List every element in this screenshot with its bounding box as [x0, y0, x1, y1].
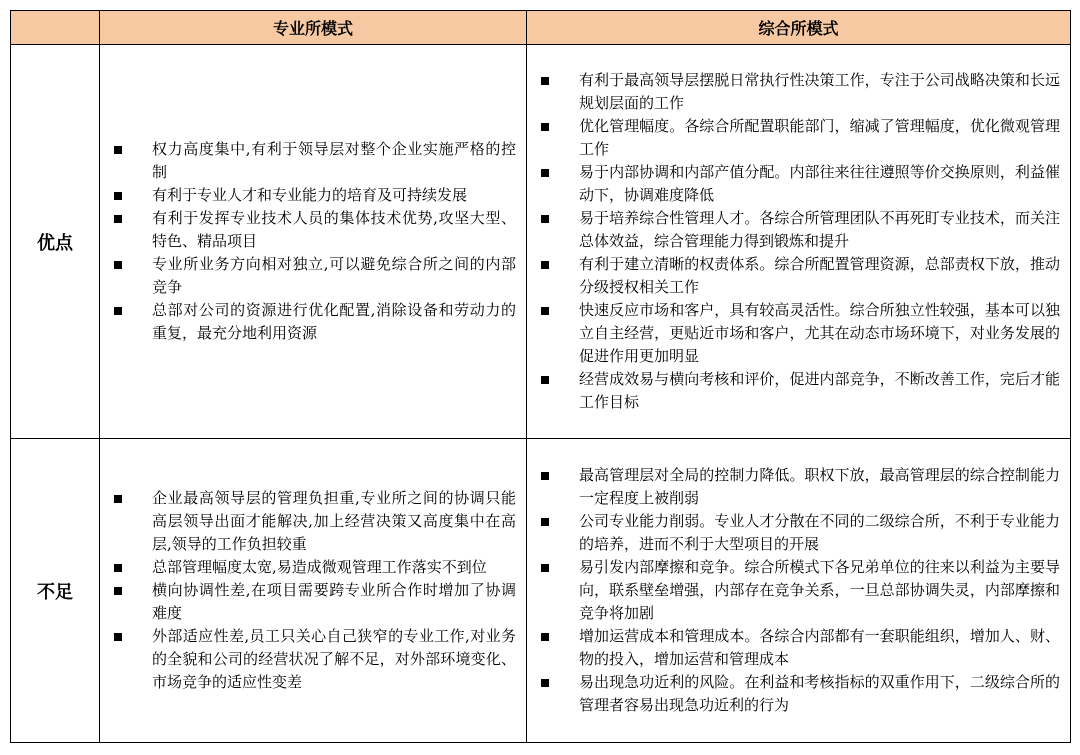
square-bullet-icon	[114, 564, 122, 572]
square-bullet-icon	[541, 77, 549, 85]
list-item: 快速反应市场和客户，具有较高灵活性。综合所独立性较强，基本可以独立自主经营，更贴近市场和客户，尤其在动态市场环境下，对业务发展的促进作用更加明显	[537, 299, 1060, 368]
list-item: 权力高度集中,有利于领导层对整个企业实施严格的控制	[110, 138, 516, 184]
square-bullet-icon	[541, 633, 549, 641]
header-corner-cell	[11, 11, 100, 45]
square-bullet-icon	[541, 472, 549, 480]
list-item: 易于培养综合性管理人才。各综合所管理团队不再死盯专业技术，而关注总体效益，综合管理能力得到锻炼和提升	[537, 207, 1060, 253]
row-advantages	[11, 45, 1071, 439]
square-bullet-icon	[541, 169, 549, 177]
square-bullet-icon	[541, 261, 549, 269]
disadvantages-comprehensive-list	[527, 464, 1070, 717]
square-bullet-icon	[114, 261, 122, 269]
list-item: 易出现急功近利的风险。在利益和考核指标的双重作用下，二级综合所的管理者容易出现急功近利的行为	[537, 671, 1060, 717]
row-label-advantages: 优点	[11, 45, 100, 439]
row-label-disadvantages: 不足	[11, 439, 100, 743]
advantages-comprehensive-list	[527, 69, 1070, 414]
list-item: 易引发内部摩擦和竞争。综合所模式下各兄弟单位的往来以利益为主要导向，联系壁垒增强，内部存在竞争关系，一旦总部协调失灵，内部摩擦和竞争将加剧	[537, 556, 1060, 625]
square-bullet-icon	[114, 192, 122, 200]
cell-advantages-professional	[100, 45, 527, 439]
list-item: 优化管理幅度。各综合所配置职能部门，缩减了管理幅度，优化微观管理工作	[537, 115, 1060, 161]
list-item: 易于内部协调和内部产值分配。内部往来往往遵照等价交换原则，利益催动下，协调难度降低	[537, 161, 1060, 207]
list-item: 总部管理幅度太宽,易造成微观管理工作落实不到位	[110, 556, 516, 579]
square-bullet-icon	[114, 307, 122, 315]
cell-disadvantages-professional	[100, 439, 527, 743]
row-disadvantages	[11, 439, 1071, 743]
list-item: 总部对公司的资源进行优化配置,消除设备和劳动力的重复，最充分地利用资源	[110, 299, 516, 345]
header-comprehensive: 综合所模式	[527, 11, 1071, 45]
square-bullet-icon	[114, 146, 122, 154]
list-item: 经营成效易与横向考核和评价，促进内部竞争，不断改善工作，完后才能工作目标	[537, 368, 1060, 414]
list-item: 最高管理层对全局的控制力降低。职权下放，最高管理层的综合控制能力一定程度上被削弱	[537, 464, 1060, 510]
list-item: 有利于发挥专业技术人员的集体技术优势,攻坚大型、特色、精品项目	[110, 207, 516, 253]
square-bullet-icon	[114, 633, 122, 641]
header-professional: 专业所模式	[100, 11, 527, 45]
square-bullet-icon	[114, 587, 122, 595]
cell-disadvantages-comprehensive	[527, 439, 1071, 743]
list-item: 横向协调性差,在项目需要跨专业所合作时增加了协调难度	[110, 579, 516, 625]
square-bullet-icon	[541, 376, 549, 384]
list-item: 公司专业能力削弱。专业人才分散在不同的二级综合所，不利于专业能力的培养，进而不利于大型项目的开展	[537, 510, 1060, 556]
square-bullet-icon	[114, 215, 122, 223]
list-item: 企业最高领导层的管理负担重,专业所之间的协调只能高层领导出面才能解决,加上经营决策又高度集中在高层,领导的工作负担较重	[110, 487, 516, 556]
square-bullet-icon	[541, 123, 549, 131]
square-bullet-icon	[541, 307, 549, 315]
square-bullet-icon	[541, 518, 549, 526]
list-item: 有利于建立清晰的权责体系。综合所配置管理资源，总部责权下放，推动分级授权相关工作	[537, 253, 1060, 299]
list-item: 增加运营成本和管理成本。各综合内部都有一套职能组织，增加人、财、物的投入，增加运营和管理成本	[537, 625, 1060, 671]
list-item: 有利于最高领导层摆脱日常执行性决策工作，专注于公司战略决策和长远规划层面的工作	[537, 69, 1060, 115]
list-item: 外部适应性差,员工只关心自己狭窄的专业工作,对业务的全貌和公司的经营状况了解不足，对外部环境变化、市场竞争的适应性变差	[110, 625, 516, 694]
list-item: 专业所业务方向相对独立,可以避免综合所之间的内部竞争	[110, 253, 516, 299]
disadvantages-professional-list	[100, 487, 526, 694]
comparison-table	[10, 10, 1071, 743]
square-bullet-icon	[114, 495, 122, 503]
square-bullet-icon	[541, 564, 549, 572]
advantages-professional-list	[100, 138, 526, 345]
square-bullet-icon	[541, 679, 549, 687]
list-item: 有利于专业人才和专业能力的培育及可持续发展	[110, 184, 516, 207]
header-row	[11, 11, 1071, 45]
square-bullet-icon	[541, 215, 549, 223]
cell-advantages-comprehensive	[527, 45, 1071, 439]
